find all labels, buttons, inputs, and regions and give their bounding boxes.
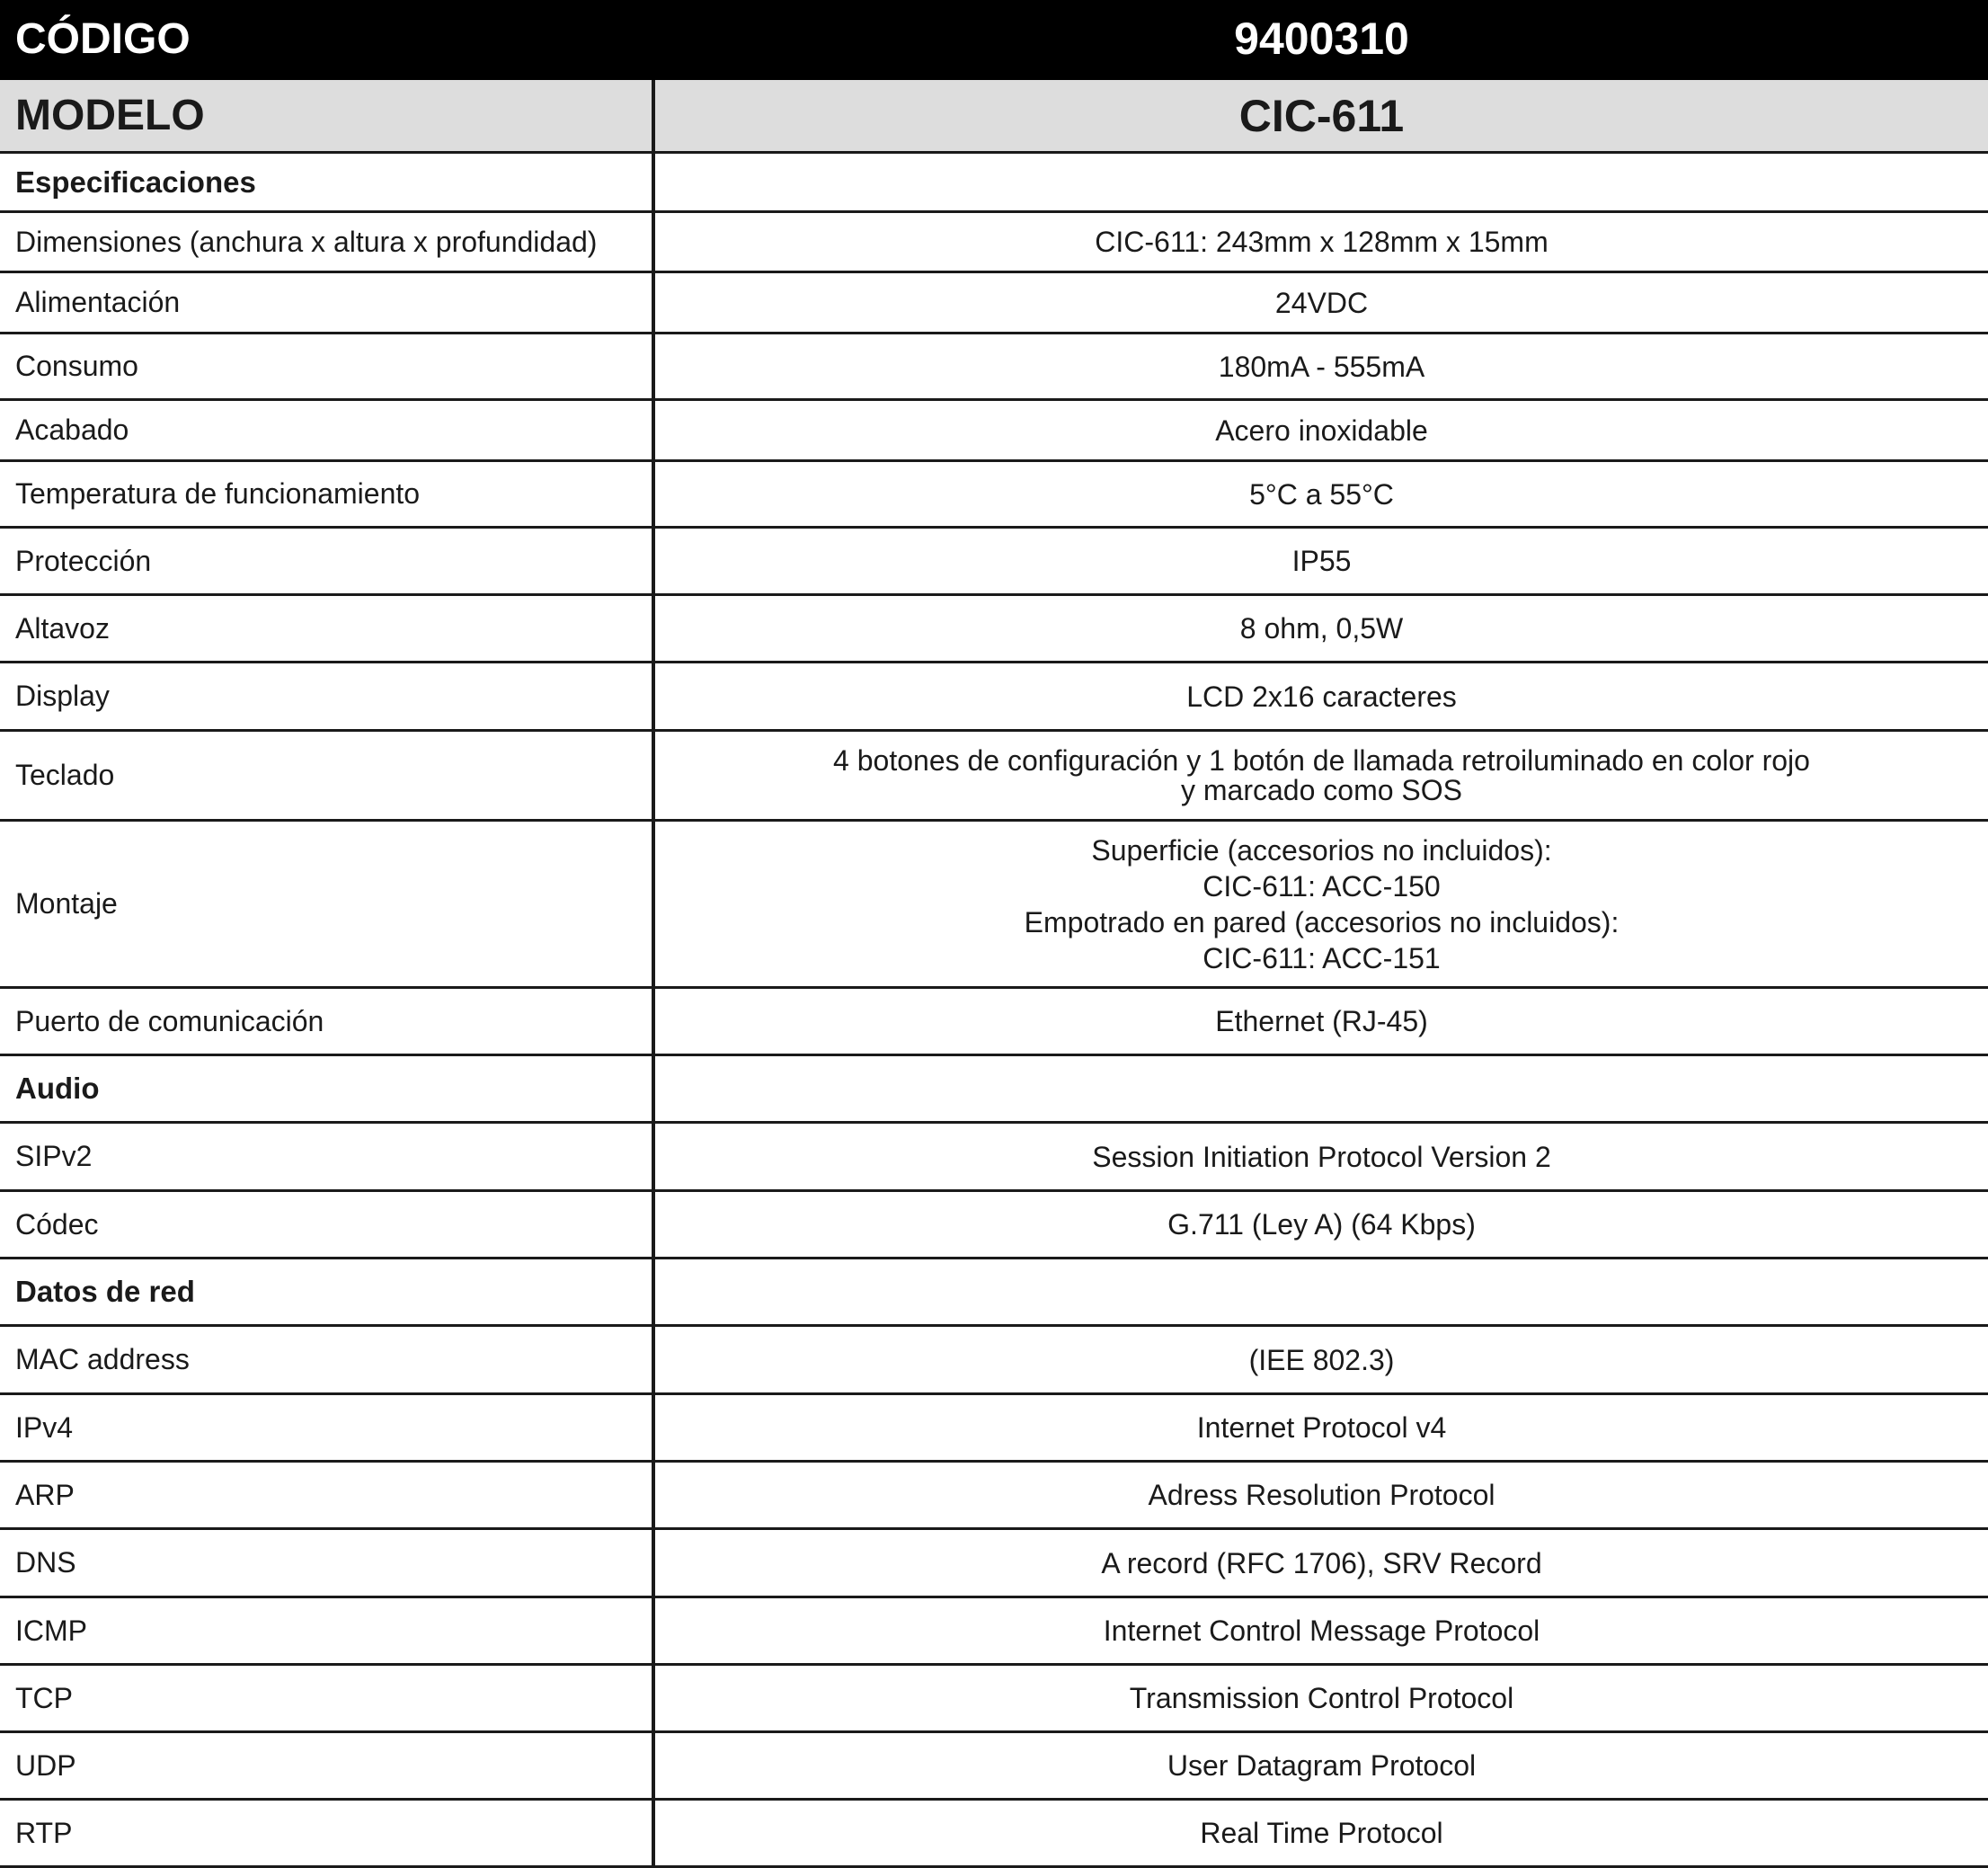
row-label: Altavoz	[0, 596, 655, 661]
row-label: Display	[0, 663, 655, 729]
codigo-label: CÓDIGO	[15, 14, 191, 63]
row-value	[655, 732, 1988, 819]
modelo-label: MODELO	[0, 80, 655, 151]
row-label: Alimentación	[0, 273, 655, 332]
row-label: SIPv2	[0, 1124, 655, 1189]
row-value: Session Initiation Protocol Version 2	[1092, 1140, 1551, 1173]
row-value: Ethernet (RJ-45)	[1215, 1005, 1428, 1037]
row-label: ICMP	[0, 1598, 655, 1663]
table-row	[0, 1192, 1988, 1259]
row-label: Acabado	[0, 401, 655, 459]
row-label: Montaje	[0, 822, 655, 986]
table-row	[0, 334, 1988, 401]
row-value: CIC-611: 243mm x 128mm x 15mm	[1095, 226, 1549, 258]
table-row	[0, 529, 1988, 596]
codigo-row	[0, 0, 1988, 80]
row-value: Adress Resolution Protocol	[1148, 1479, 1495, 1511]
table-row	[0, 663, 1988, 732]
row-label: RTP	[0, 1801, 655, 1865]
row-value: LCD 2x16 caracteres	[1186, 680, 1457, 713]
row-value: 24VDC	[1274, 286, 1369, 319]
value-line: Superficie (accesorios no incluidos):	[1091, 833, 1552, 867]
value-line: 4 botones de configuración y 1 botón de llamada retroiluminado en color rojo	[833, 743, 1810, 777]
table-row	[0, 1666, 1988, 1733]
table-row	[0, 462, 1988, 529]
row-value: Internet Protocol v4	[1196, 1411, 1447, 1444]
row-label: Teclado	[0, 732, 655, 819]
row-label: Códec	[0, 1192, 655, 1257]
row-value: 8 ohm, 0,5W	[1239, 612, 1404, 645]
row-value: Acero inoxidable	[1215, 414, 1428, 447]
row-label: MAC address	[0, 1327, 655, 1392]
row-value: IP55	[1291, 545, 1352, 577]
row-value: A record (RFC 1706), SRV Record	[1101, 1546, 1542, 1579]
table-row	[0, 732, 1988, 822]
table-row	[0, 989, 1988, 1056]
row-value: 180mA - 555mA	[1218, 350, 1425, 383]
row-value: 5°C a 55°C	[1249, 477, 1394, 511]
section-audio	[0, 1056, 1988, 1124]
section-title: Audio	[0, 1056, 655, 1121]
row-label: Dimensiones (anchura x altura x profundidad)	[0, 213, 655, 271]
value-line: CIC-611: ACC-151	[1203, 941, 1441, 974]
section-datos-de-red	[0, 1259, 1988, 1327]
table-row	[0, 1801, 1988, 1868]
row-label: TCP	[0, 1666, 655, 1730]
row-value: G.711 (Ley A) (64 Kbps)	[1167, 1208, 1476, 1241]
row-value: Internet Control Message Protocol	[1103, 1614, 1540, 1647]
table-row	[0, 401, 1988, 462]
table-row	[0, 596, 1988, 663]
table-row	[0, 1124, 1988, 1192]
modelo-row	[0, 80, 1988, 154]
table-row	[0, 1598, 1988, 1666]
row-label: Puerto de comunicación	[0, 989, 655, 1054]
row-label: ARP	[0, 1463, 655, 1527]
row-label: UDP	[0, 1733, 655, 1798]
row-value: (IEE 802.3)	[1248, 1343, 1395, 1376]
value-line: CIC-611: ACC-150	[1203, 869, 1441, 903]
row-value	[655, 822, 1988, 986]
row-label: Consumo	[0, 334, 655, 398]
section-especificaciones	[0, 154, 1988, 213]
table-row	[0, 1530, 1988, 1598]
table-row	[0, 1733, 1988, 1801]
section-title: Datos de red	[0, 1259, 655, 1324]
section-title: Especificaciones	[0, 154, 655, 210]
row-label: DNS	[0, 1530, 655, 1596]
table-row	[0, 1463, 1988, 1530]
row-value: Transmission Control Protocol	[1129, 1682, 1514, 1714]
row-label: IPv4	[0, 1395, 655, 1460]
row-value: Real Time Protocol	[1200, 1817, 1443, 1849]
modelo-value: CIC-611	[1238, 90, 1405, 141]
codigo-value: 9400310	[1234, 13, 1409, 64]
table-row	[0, 273, 1988, 334]
table-row	[0, 213, 1988, 273]
row-label: Temperatura de funcionamiento	[0, 462, 655, 526]
table-row	[0, 1395, 1988, 1463]
row-value: User Datagram Protocol	[1167, 1749, 1477, 1782]
table-row	[0, 1327, 1988, 1395]
value-line: y marcado como SOS	[1181, 773, 1462, 806]
value-line: Empotrado en pared (accesorios no incluidos):	[1024, 905, 1620, 938]
table-row	[0, 822, 1988, 989]
row-label: Protección	[0, 529, 655, 593]
